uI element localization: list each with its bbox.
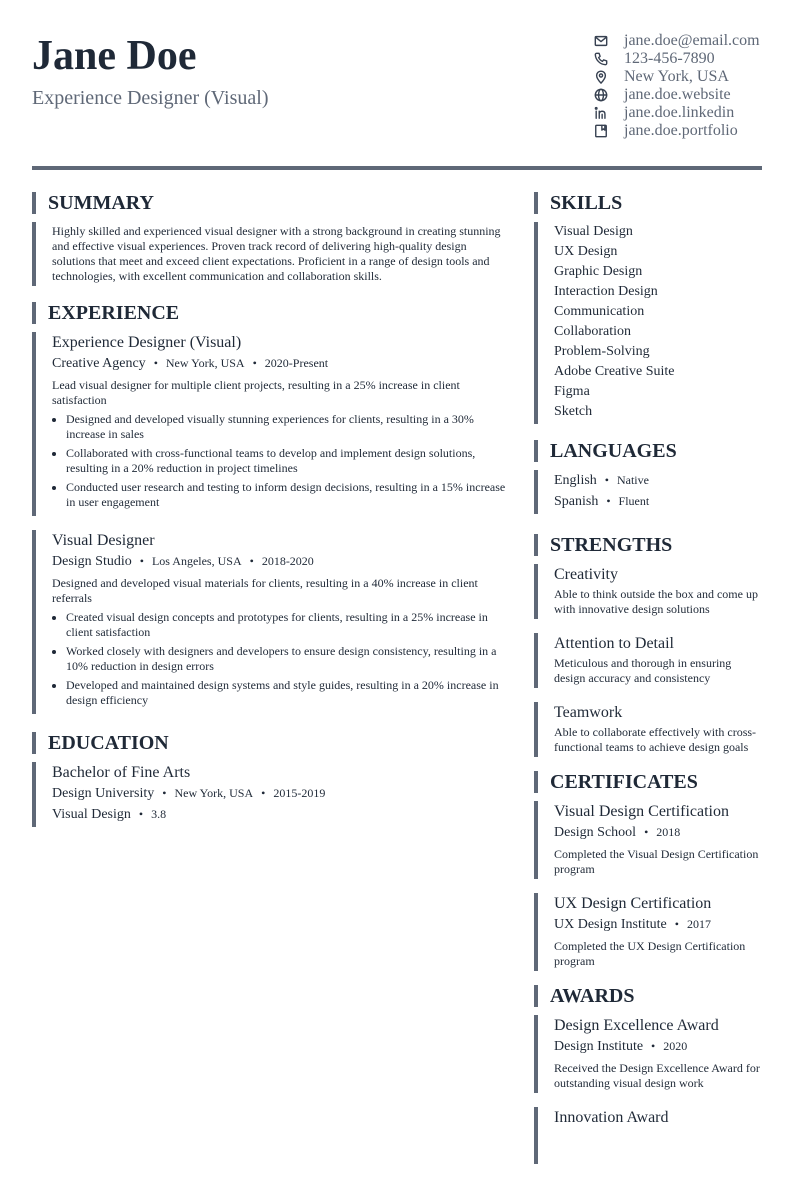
education-school: Design University xyxy=(52,786,155,801)
mail-icon xyxy=(592,33,610,49)
experience-company: Creative Agency xyxy=(52,356,146,371)
award-description: Received the Design Excellence Award for outstanding visual design work xyxy=(554,1061,760,1090)
award-title: Design Excellence Award xyxy=(554,1017,719,1034)
separator-dot: • xyxy=(139,554,144,568)
right-column xyxy=(534,192,762,1178)
separator-dot: • xyxy=(651,1039,656,1053)
bullet-item: • Developed and maintained design systems and style guides, resulting in a 20% increase in design efficiency xyxy=(66,678,512,708)
education-location: New York, USA xyxy=(174,786,254,800)
experience-title: Visual Designer xyxy=(52,532,155,549)
experience-bullets xyxy=(52,412,512,510)
contact-linkedin[interactable] xyxy=(592,104,762,122)
summary-text: Highly skilled and experienced visual designer with a strong background in creating stunning and effective visual experiences. Proven track record of delivering high-quality design solutions that meet and exceed client expectations. Proficient in a range of design tools and technologies, with excellent communication and collaboration skills. xyxy=(32,222,512,286)
separator-dot: • xyxy=(604,473,609,487)
certificate-meta xyxy=(554,822,762,843)
skill-item: Visual Design xyxy=(554,224,633,239)
strength-title: Teamwork xyxy=(554,704,623,721)
experience-dates: 2020-Present xyxy=(264,356,329,370)
bullet-item: • Created visual design concepts and prototypes for clients, resulting in a 25% increase in client satisfaction xyxy=(66,610,512,640)
bullet-item: • Designed and developed visually stunning experiences for clients, resulting in a 30% increase in sales xyxy=(66,412,512,442)
bullet-item: • Collaborated with cross-functional teams to develop and implement design solutions, resulting in a 20% reduction in project timelines xyxy=(66,446,512,476)
contact-phone-text[interactable]: 123-456-7890 xyxy=(624,50,715,67)
bullet-item: • Worked closely with designers and developers to ensure design consistency, resulting in a 10% reduction in design errors xyxy=(66,644,512,674)
separator-dot: • xyxy=(261,786,266,800)
bullet-item: • Conducted user research and testing to inform design decisions, resulting in a 15% increase in user engagement xyxy=(66,480,512,510)
separator-dot: • xyxy=(138,807,144,821)
language-name: Spanish xyxy=(554,494,599,509)
awards-heading: AWARDS xyxy=(534,985,762,1007)
contact-website[interactable] xyxy=(592,86,762,104)
strength-description: Meticulous and thorough in ensuring design accuracy and consistency xyxy=(554,656,732,685)
strength-entry xyxy=(534,633,762,688)
language-level: Fluent xyxy=(618,494,650,508)
award-year: 2020 xyxy=(663,1039,688,1053)
separator-dot: • xyxy=(153,356,158,370)
separator-dot: • xyxy=(606,494,611,508)
language-item xyxy=(554,470,762,491)
certificate-description: Completed the UX Design Certification program xyxy=(554,939,746,968)
skill-item: Graphic Design xyxy=(554,264,643,279)
certificates-heading: CERTIFICATES xyxy=(534,771,762,793)
certificate-issuer: UX Design Institute xyxy=(554,917,667,932)
contact-portfolio-text[interactable]: jane.doe.portfolio xyxy=(624,122,738,139)
experience-location: Los Angeles, USA xyxy=(151,554,242,568)
certificate-title: Visual Design Certification xyxy=(554,803,729,820)
experience-bullets xyxy=(52,610,512,708)
left-column xyxy=(32,192,512,841)
separator-dot: • xyxy=(249,554,254,568)
portfolio-icon xyxy=(592,123,610,139)
contact-location xyxy=(592,68,762,86)
globe-icon xyxy=(592,87,610,103)
education-degree: Bachelor of Fine Arts xyxy=(52,764,191,781)
separator-dot: • xyxy=(644,825,649,839)
strength-entry xyxy=(534,702,762,757)
education-field: Visual Design xyxy=(52,807,131,822)
strength-title: Attention to Detail xyxy=(554,635,674,652)
award-meta xyxy=(554,1036,762,1057)
resume-header xyxy=(32,0,762,170)
experience-meta xyxy=(52,551,512,572)
skill-item: Adobe Creative Suite xyxy=(554,364,675,379)
skill-item: Communication xyxy=(554,304,645,319)
certificate-description: Completed the Visual Design Certification program xyxy=(554,847,759,876)
contact-list xyxy=(592,32,762,140)
contact-email-text[interactable]: jane.doe@email.com xyxy=(624,32,760,49)
certificate-meta xyxy=(554,914,762,935)
strength-title: Creativity xyxy=(554,566,618,583)
education-heading: EDUCATION xyxy=(32,732,512,754)
strength-description: Able to collaborate effectively with cross-functional teams to achieve design goals xyxy=(554,725,757,754)
skill-item: Figma xyxy=(554,384,590,399)
experience-title: Experience Designer (Visual) xyxy=(52,334,242,351)
experience-location: New York, USA xyxy=(165,356,245,370)
language-level: Native xyxy=(616,473,649,487)
contact-linkedin-text[interactable]: jane.doe.linkedin xyxy=(624,104,735,121)
strength-entry xyxy=(534,564,762,619)
skills-list xyxy=(534,222,762,424)
candidate-title: Experience Designer (Visual) xyxy=(32,87,269,109)
certificate-title: UX Design Certification xyxy=(554,895,712,912)
experience-heading: EXPERIENCE xyxy=(32,302,512,324)
contact-website-text[interactable]: jane.doe.website xyxy=(624,86,731,103)
resume-page xyxy=(32,0,762,1126)
contact-email[interactable] xyxy=(592,32,762,50)
contact-phone[interactable] xyxy=(592,50,762,68)
experience-meta xyxy=(52,353,512,374)
experience-entry xyxy=(32,332,512,516)
experience-entry xyxy=(32,530,512,714)
certificate-year: 2018 xyxy=(656,825,681,839)
skill-item: Collaboration xyxy=(554,324,631,339)
skill-item: Sketch xyxy=(554,404,593,419)
certificate-year: 2017 xyxy=(686,917,711,931)
education-entry xyxy=(32,762,512,827)
candidate-name: Jane Doe xyxy=(32,33,197,79)
certificate-entry xyxy=(534,801,762,879)
certificate-entry xyxy=(534,893,762,971)
experience-dates: 2018-2020 xyxy=(261,554,314,568)
experience-description: Lead visual designer for multiple client projects, resulting in a 25% increase in client satisfaction xyxy=(52,378,460,407)
certificate-issuer: Design School xyxy=(554,825,637,840)
skill-item: UX Design xyxy=(554,244,618,259)
education-field-row xyxy=(52,804,512,825)
education-gpa: 3.8 xyxy=(151,807,167,821)
skills-heading: SKILLS xyxy=(534,192,762,214)
award-issuer: Design Institute xyxy=(554,1039,644,1054)
language-name: English xyxy=(554,473,597,488)
strength-description: Able to think outside the box and come up with innovative design solutions xyxy=(554,587,758,616)
languages-list xyxy=(534,470,762,514)
summary-heading: SUMMARY xyxy=(32,192,512,214)
contact-portfolio[interactable] xyxy=(592,122,762,140)
separator-dot: • xyxy=(674,917,679,931)
education-meta xyxy=(52,783,512,804)
award-entry xyxy=(534,1015,762,1093)
separator-dot: • xyxy=(252,356,257,370)
languages-heading: LANGUAGES xyxy=(534,440,762,462)
location-icon xyxy=(592,69,610,85)
experience-company: Design Studio xyxy=(52,554,132,569)
contact-location-text: New York, USA xyxy=(624,68,729,85)
skill-item: Interaction Design xyxy=(554,284,658,299)
phone-icon xyxy=(592,51,610,67)
skill-item: Problem-Solving xyxy=(554,344,650,359)
strengths-heading: STRENGTHS xyxy=(534,534,762,556)
education-dates: 2015-2019 xyxy=(273,786,326,800)
award-entry xyxy=(534,1107,762,1164)
linkedin-icon xyxy=(592,105,610,121)
award-title: Innovation Award xyxy=(554,1109,669,1126)
language-item xyxy=(554,491,762,512)
experience-description: Designed and developed visual materials for clients, resulting in a 40% increase in client referrals xyxy=(52,576,478,605)
separator-dot: • xyxy=(162,786,167,800)
